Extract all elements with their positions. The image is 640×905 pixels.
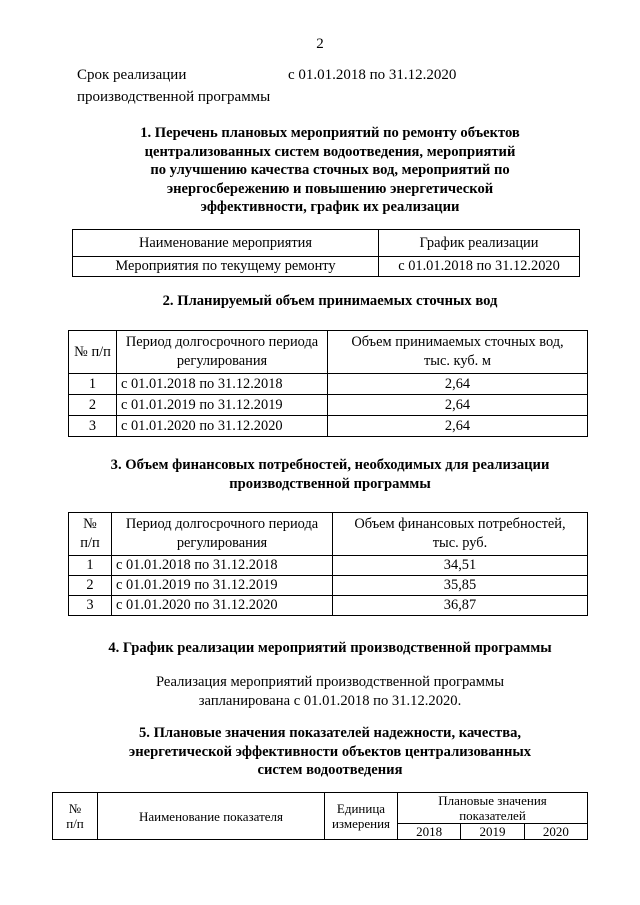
indicators-header-planned (398, 793, 588, 824)
finance-header-num (69, 513, 112, 556)
term-value: с 01.01.2018 по 31.12.2020 (288, 67, 457, 83)
finance-table (68, 512, 588, 616)
indicators-header-num (53, 793, 98, 840)
row-volume: 2,64 (328, 395, 588, 416)
indicators-header-planned-line2: показателей (459, 808, 526, 823)
table-row (69, 576, 588, 596)
finance-header-num-line2: п/п (80, 535, 100, 551)
section1-title-line: централизованных систем водоотведения, мероприятий (144, 143, 516, 160)
row-volume: 2,64 (328, 416, 588, 437)
section1-title-line: 1. Перечень плановых мероприятий по ремонту объектов (140, 125, 520, 141)
finance-header-num-line1: № (83, 516, 97, 532)
indicators-header-unit (325, 793, 398, 840)
section5-title-line: систем водоотведения (257, 762, 403, 778)
finance-header-amount-line2: тыс. руб. (432, 535, 488, 551)
section5-title (60, 724, 600, 780)
row-num: 2 (69, 395, 117, 416)
section4-text-line2: запланирована с 01.01.2018 по 31.12.2020. (198, 693, 462, 709)
section1-title-line: энергосбережению и повышению энергетической (166, 180, 494, 197)
section1-title-line: по улучшению качества сточных вод, мероприятий по (150, 162, 510, 178)
row-period: с 01.01.2019 по 31.12.2019 (117, 395, 328, 416)
table-row (69, 556, 588, 576)
row-period: с 01.01.2018 по 31.12.2018 (117, 374, 328, 395)
table-row (69, 416, 588, 437)
section3-title (60, 456, 600, 493)
table-row (69, 374, 588, 395)
indicators-header-num-line1: № (68, 801, 82, 816)
wastewater-header-volume-line1: Объем принимаемых сточных вод, (351, 334, 564, 350)
section2-title: 2. Планируемый объем принимаемых сточных вод (162, 293, 498, 309)
row-amount: 34,51 (333, 556, 588, 576)
table-row (69, 395, 588, 416)
section5-title-line: 5. Плановые значения показателей надежности, качества, (138, 725, 522, 741)
section4-title: 4. График реализации мероприятий производственной программы (108, 640, 552, 656)
measures-header-name: Наименование мероприятия (73, 230, 379, 257)
row-period: с 01.01.2018 по 31.12.2018 (112, 556, 333, 576)
measures-cell-schedule: с 01.01.2018 по 31.12.2020 (379, 257, 580, 277)
section5-title-line: энергетической эффективности объектов централизованных (128, 743, 532, 760)
indicators-header-year: 2018 (398, 824, 461, 840)
indicators-header-unit-line2: измерения (331, 816, 391, 831)
row-num: 1 (69, 374, 117, 395)
finance-header-period (112, 513, 333, 556)
section3-title-line: производственной программы (229, 475, 431, 492)
term-label-line1: Срок реализации (77, 67, 187, 83)
row-num: 1 (69, 556, 112, 576)
wastewater-header-period-line1: Период долгосрочного периода (125, 334, 319, 350)
section3-title-line: 3. Объем финансовых потребностей, необходимых для реализации (110, 457, 550, 473)
row-num: 3 (69, 416, 117, 437)
indicators-header-num-line2: п/п (66, 816, 84, 831)
measures-table (72, 229, 580, 277)
measures-cell-name: Мероприятия по текущему ремонту (73, 257, 379, 277)
wastewater-header-period (117, 331, 328, 374)
measures-header-schedule: График реализации (379, 230, 580, 257)
finance-header-amount-line1: Объем финансовых потребностей, (354, 516, 566, 532)
term-label-line2: производственной программы (77, 89, 271, 105)
row-amount: 36,87 (333, 596, 588, 616)
indicators-header-name: Наименование показателя (98, 793, 325, 840)
section1-title (60, 124, 600, 217)
page-number: 2 (316, 36, 324, 52)
indicators-header-year: 2020 (524, 824, 587, 840)
row-period: с 01.01.2020 по 31.12.2020 (117, 416, 328, 437)
section4-text-line1: Реализация мероприятий производственной программы (155, 674, 505, 690)
indicators-header-planned-line1: Плановые значения (438, 793, 547, 808)
term-label (77, 64, 317, 108)
finance-header-amount (333, 513, 588, 556)
row-period: с 01.01.2019 по 31.12.2019 (112, 576, 333, 596)
finance-header-period-line1: Период долгосрочного периода (125, 516, 319, 532)
section4-text (60, 673, 600, 711)
wastewater-table (68, 330, 588, 437)
wastewater-header-volume (328, 331, 588, 374)
row-num: 2 (69, 576, 112, 596)
wastewater-header-volume-line2: тыс. куб. м (424, 353, 491, 369)
indicators-header-unit-line1: Единица (336, 801, 386, 816)
finance-header-period-line2: регулирования (176, 535, 268, 551)
row-period: с 01.01.2020 по 31.12.2020 (112, 596, 333, 616)
table-row (69, 596, 588, 616)
row-num: 3 (69, 596, 112, 616)
row-volume: 2,64 (328, 374, 588, 395)
wastewater-header-num: № п/п (69, 331, 117, 374)
section1-title-line: эффективности, график их реализации (200, 199, 460, 215)
indicators-table (52, 792, 588, 840)
wastewater-header-period-line2: регулирования (176, 353, 268, 369)
row-amount: 35,85 (333, 576, 588, 596)
indicators-header-year: 2019 (461, 824, 524, 840)
